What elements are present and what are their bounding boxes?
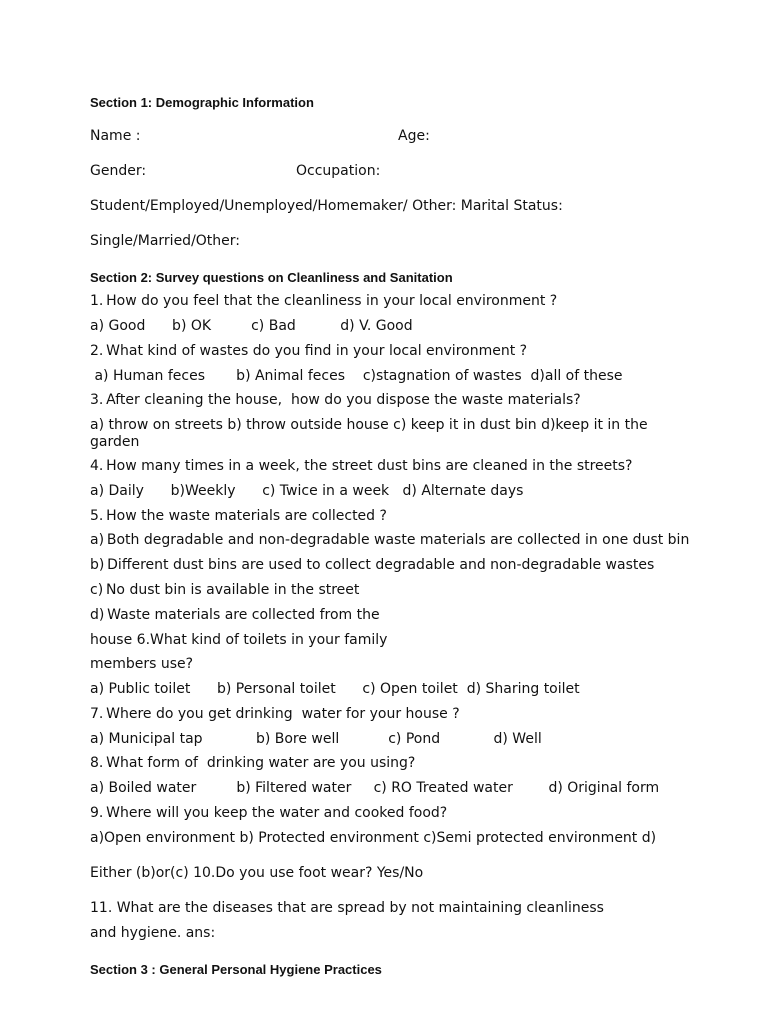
question-2: 2. What kind of wastes do you find in your local environment ?	[90, 343, 528, 359]
question-10: Either (b)or(c) 10.Do you use foot wear? Yes/No	[90, 865, 424, 881]
question-11-cont: and hygiene. ans:	[90, 925, 216, 941]
question-8: 8. What form of drinking water are you using?	[90, 755, 416, 771]
question-5-option-a: a) Both degradable and non-degradable waste materials are collected in one dust bin	[90, 532, 690, 548]
question-9: 9. Where will you keep the water and cooked food?	[90, 805, 448, 821]
gender-label: Gender:	[90, 163, 147, 179]
question-4-options: a) Daily b)Weekly c) Twice in a week d) Alternate days	[90, 483, 524, 499]
age-label: Age:	[398, 128, 430, 144]
question-7-options: a) Municipal tap b) Bore well c) Pond d) Well	[90, 731, 542, 747]
question-6: house 6.What kind of toilets in your family	[90, 632, 388, 648]
question-9-options: a)Open environment b) Protected environment c)Semi protected environment d)	[90, 830, 657, 846]
question-3: 3. After cleaning the house, how do you dispose the waste materials?	[90, 392, 581, 408]
question-11: 11. What are the diseases that are spread by not maintaining cleanliness	[90, 900, 604, 916]
marital-options: Single/Married/Other:	[90, 233, 241, 249]
occupation-label: Occupation:	[296, 163, 381, 179]
question-5-option-c: c) No dust bin is available in the street	[90, 582, 360, 598]
occupation-options: Student/Employed/Unemployed/Homemaker/ Other: Marital Status:	[90, 198, 563, 214]
question-5: 5. How the waste materials are collected ?	[90, 508, 387, 524]
question-2-options: a) Human feces b) Animal feces c)stagnation of wastes d)all of these	[90, 368, 623, 384]
section3-heading: Section 3 : General Personal Hygiene Practices	[90, 962, 382, 977]
question-6-cont: members use?	[90, 656, 194, 672]
question-1: 1. How do you feel that the cleanliness in your local environment ?	[90, 293, 558, 309]
question-6-options: a) Public toilet b) Personal toilet c) Open toilet d) Sharing toilet	[90, 681, 580, 697]
question-5-option-d: d) Waste materials are collected from the	[90, 607, 380, 623]
question-4: 4. How many times in a week, the street dust bins are cleaned in the streets?	[90, 458, 633, 474]
section1-heading: Section 1: Demographic Information	[90, 95, 314, 110]
question-1-options: a) Good b) OK c) Bad d) V. Good	[90, 318, 413, 334]
question-5-option-b: b) Different dust bins are used to collect degradable and non-degradable wastes	[90, 557, 655, 573]
section2-heading: Section 2: Survey questions on Cleanliness and Sanitation	[90, 270, 453, 285]
name-label: Name :	[90, 128, 141, 144]
question-8-options: a) Boiled water b) Filtered water c) RO Treated water d) Original form	[90, 780, 660, 796]
question-3-options: a) throw on streets b) throw outside house c) keep it in dust bin d)keep it in the garden	[90, 417, 648, 450]
question-7: 7. Where do you get drinking water for your house ?	[90, 706, 460, 722]
